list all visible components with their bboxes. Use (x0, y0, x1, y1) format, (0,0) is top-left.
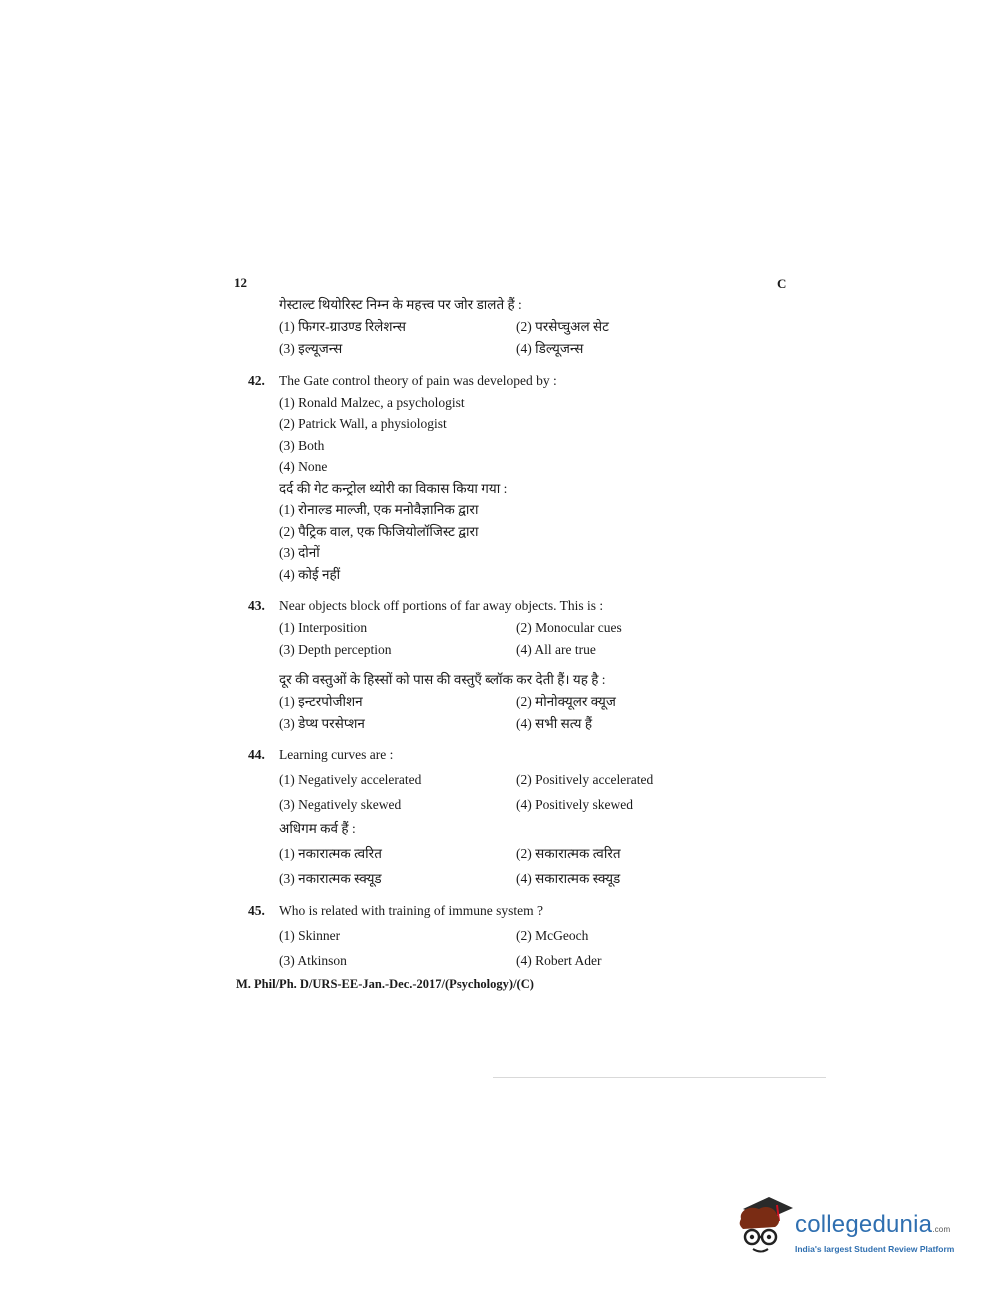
brand-name (795, 1211, 950, 1239)
mascot-icon (735, 1195, 795, 1261)
q42-question: The Gate control theory of pain was developed by : (279, 373, 557, 388)
q42-option-3: (3) Both (279, 438, 325, 453)
q45-option-3: (3) Atkinson (279, 953, 347, 968)
q45-question: Who is related with training of immune system ? (279, 903, 543, 918)
brand-wordmark: collegedunia (795, 1211, 933, 1238)
q43-hindi-option-3: (3) डेप्थ परसेप्शन (279, 716, 365, 731)
q42-hindi-option-2: (2) पैट्रिक वाल, एक फिजियोलॉजिस्ट द्वारा (279, 524, 479, 539)
q44-option-1: (1) Negatively accelerated (279, 772, 422, 787)
collegedunia-watermark (735, 1195, 965, 1265)
q43-option-4: (4) All are true (516, 642, 596, 657)
q41-hindi-option-1: (1) फिगर-ग्राउण्ड रिलेशन्स (279, 319, 406, 334)
q43-question: Near objects block off portions of far away objects. This is : (279, 598, 604, 613)
q42-option-4: (4) None (279, 459, 328, 474)
q44-option-2: (2) Positively accelerated (516, 772, 654, 787)
q43-hindi-option-1: (1) इन्टरपोजीशन (279, 694, 363, 709)
q43-option-1: (1) Interposition (279, 620, 368, 635)
q45-option-2: (2) McGeoch (516, 928, 589, 943)
q43-number: 43. (248, 598, 265, 613)
paper-code-footer: M. Phil/Ph. D/URS-EE-Jan.-Dec.-2017/(Psychology)/(C) (236, 977, 534, 991)
q42-option-1: (1) Ronald Malzec, a psychologist (279, 395, 465, 410)
q44-hindi-question: अधिगम कर्व हैं : (279, 821, 356, 836)
q41-hindi-option-4: (4) डिल्यूजन्स (516, 341, 584, 356)
q44-hindi-option-4: (4) सकारात्मक स्क्यूड (516, 871, 621, 886)
q43-option-3: (3) Depth perception (279, 642, 392, 657)
set-code: C (777, 276, 787, 291)
q44-hindi-option-3: (3) नकारात्मक स्क्यूड (279, 871, 382, 886)
brand-tagline: India's largest Student Review Platform (795, 1244, 955, 1254)
q43-hindi-question: दूर की वस्तुओं के हिस्सों को पास की वस्तुएँ ब्लॉक कर देती हैं। यह है : (279, 672, 606, 687)
q41-hindi-question: गेस्टाल्ट थियोरिस्ट निम्न के महत्त्व पर जोर डालते हैं : (279, 297, 522, 312)
q42-number: 42. (248, 373, 265, 388)
q43-option-2: (2) Monocular cues (516, 620, 622, 635)
q42-hindi-question: दर्द की गेट कन्ट्रोल थ्योरी का विकास किया गया : (279, 481, 508, 496)
q45-option-1: (1) Skinner (279, 928, 341, 943)
q44-option-3: (3) Negatively skewed (279, 797, 402, 812)
q44-number: 44. (248, 747, 265, 762)
q42-option-2: (2) Patrick Wall, a physiologist (279, 416, 447, 431)
q41-hindi-option-3: (3) इल्यूजन्स (279, 341, 343, 356)
q43-hindi-option-2: (2) मोनोक्यूलर क्यूज (516, 694, 616, 709)
q45-number: 45. (248, 903, 265, 918)
q42-hindi-option-4: (4) कोई नहीं (279, 567, 341, 582)
brand-domain-suffix: .com (932, 1225, 951, 1234)
scan-line-divider (493, 1077, 826, 1078)
q42-hindi-option-3: (3) दोनों (279, 545, 320, 560)
q45-option-4: (4) Robert Ader (516, 953, 602, 968)
q44-hindi-option-2: (2) सकारात्मक त्वरित (516, 846, 621, 861)
q43-hindi-option-4: (4) सभी सत्य हैं (516, 716, 593, 731)
q44-option-4: (4) Positively skewed (516, 797, 633, 812)
page-number: 12 (234, 275, 247, 290)
q44-hindi-option-1: (1) नकारात्मक त्वरित (279, 846, 382, 861)
q44-question: Learning curves are : (279, 747, 394, 762)
q42-hindi-option-1: (1) रोनाल्ड माल्जी, एक मनोवैज्ञानिक द्वारा (279, 502, 479, 517)
q41-hindi-option-2: (2) परसेप्चुअल सेट (516, 319, 609, 334)
